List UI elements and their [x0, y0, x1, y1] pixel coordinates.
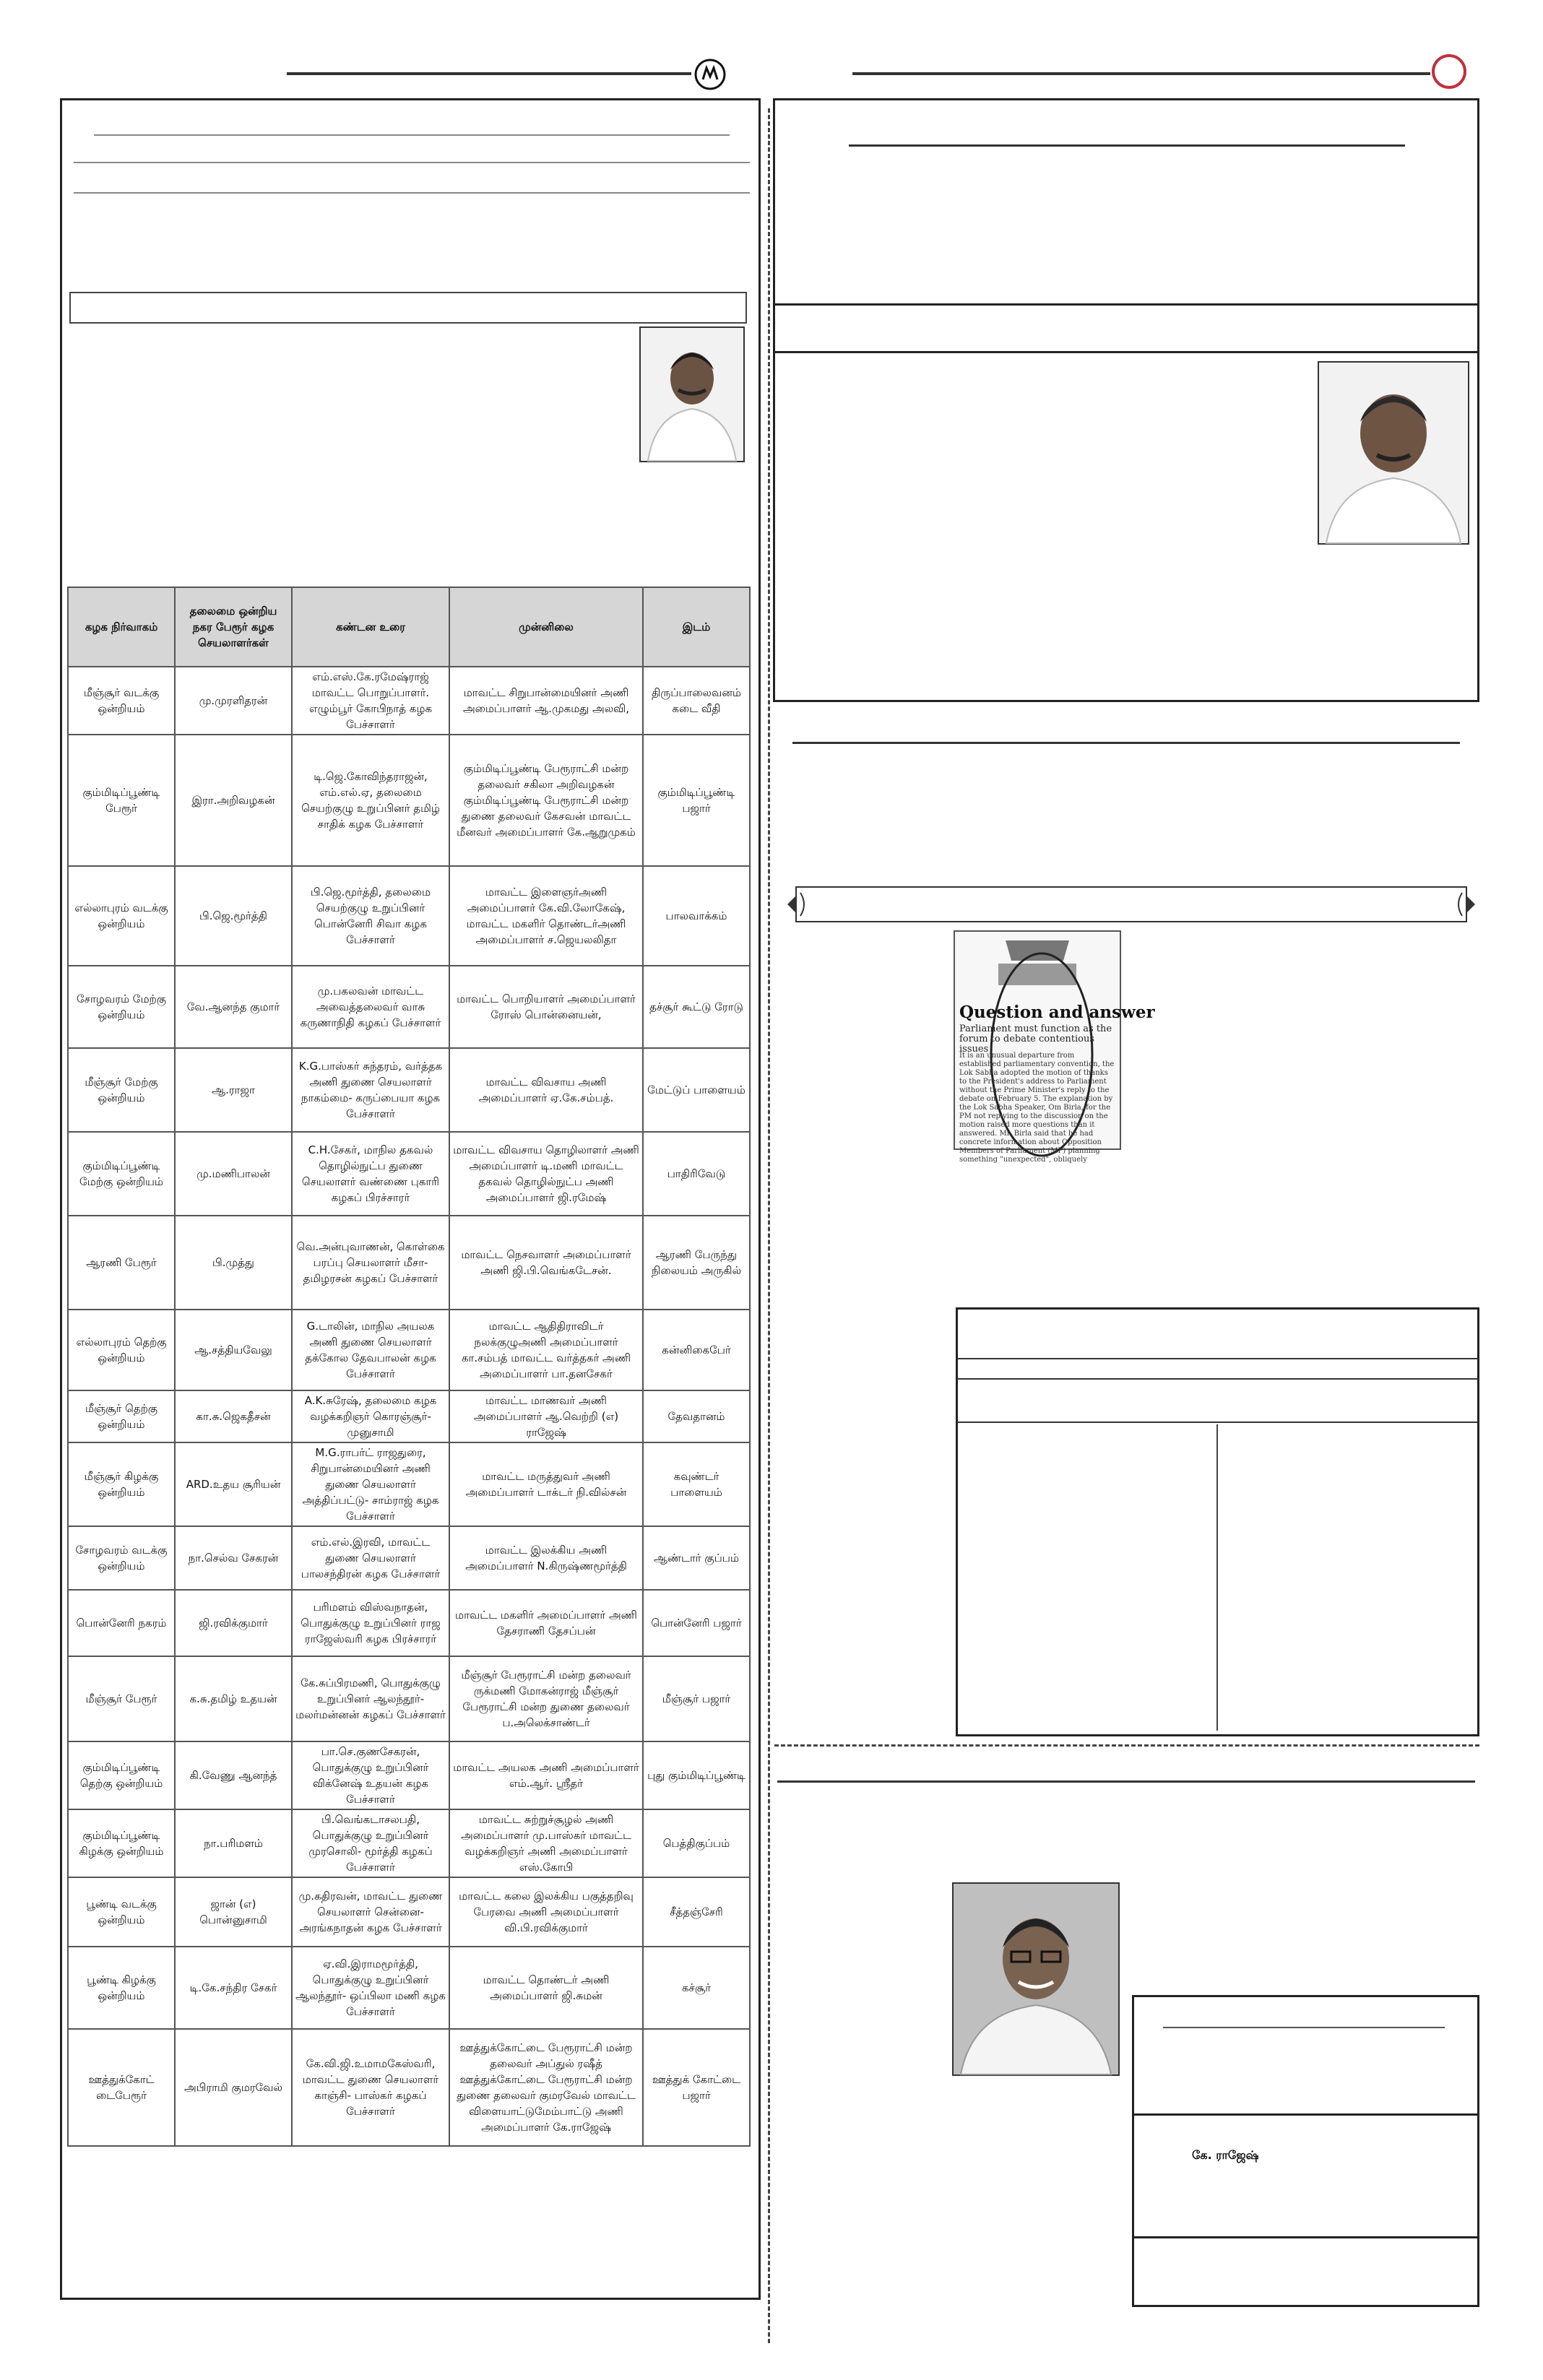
table-cell: புது கும்மிடிப்பூண்டி — [643, 1741, 750, 1809]
signature-frame — [1132, 1995, 1479, 2307]
table-cell: ஊத்துக் கோட்டை பஜார் — [643, 2029, 750, 2146]
table-cell: மாவட்ட விவசாய தொழிலாளர் அணி அமைப்பாளர் டி.மணி மாவட்ட தகவல் தொழில்நுட்ப அணி அமைப்பாளர் ஜி.ரமேஷ் — [449, 1132, 643, 1216]
notice-divider-2 — [957, 1378, 1478, 1380]
table-cell: K.G.பாஸ்கர் சுந்தரம், வர்த்தக அணி துணை செயலாளர் நாகம்மை- கருப்பையா கழக பேச்சாளர் — [292, 1048, 449, 1132]
table-row — [68, 1947, 750, 2029]
signature-divider-1 — [1133, 2113, 1478, 2116]
signature-divider-2 — [1133, 2236, 1478, 2238]
portrait-photo-left — [639, 326, 745, 462]
table-cell: மு.பகலவன் மாவட்ட அவைத்தலைவர் வாசு கருணாநிதி கழகப் பேச்சாளர் — [292, 966, 449, 1048]
table-row — [68, 1741, 750, 1809]
table-row — [68, 1048, 750, 1132]
table-cell: எல்லாபுரம் தெற்கு ஒன்றியம் — [68, 1310, 175, 1390]
table-cell: ஆரணி பேருந்து நிலையம் அருகில் — [643, 1216, 750, 1310]
column-header: தலைமை ஒன்றிய நகர பேரூர் கழக செயலாளர்கள் — [175, 587, 292, 667]
table-cell: பா.செ.குணசேகரன், பொதுக்குழு உறுப்பினர் விக்னேஷ் உதயன் கழக பேச்சாளர் — [292, 1741, 449, 1809]
table-cell: டி.கே.சந்திர சேகர் — [175, 1947, 292, 2029]
table-cell: ARD.உதய சூரியன் — [175, 1442, 292, 1526]
table-cell: மீஞ்சூர் தெற்கு ஒன்றியம் — [68, 1390, 175, 1442]
table-cell: வே.ஆனந்த குமார் — [175, 966, 292, 1048]
table-row — [68, 667, 750, 735]
table-cell: பரிமளம் விஸ்வநாதன், பொதுக்குழு உறுப்பினர் ராஜ ராஜேஸ்வரி கழக பிரச்சாரர் — [292, 1590, 449, 1656]
dashed-section-rule — [774, 1744, 1479, 1747]
table-row — [68, 1310, 750, 1390]
notice-divider-3 — [957, 1421, 1478, 1423]
table-cell: ஆ.ராஜா — [175, 1048, 292, 1132]
notice-divider-1 — [957, 1358, 1478, 1359]
table-cell: C.H.சேகர், மாநில தகவல் தொழில்நுட்ப துணை செயலாளர் வண்ணை புகாரி கழகப் பிரச்சாரர் — [292, 1132, 449, 1216]
table-cell: மாவட்ட ஆதிதிராவிடர் நலக்குழுஅணி அமைப்பாளர் கா.சம்பத் மாவட்ட வர்த்தகர் அணி அமைப்பாளர் பா.தனசேகர் — [449, 1310, 643, 1390]
table-cell: எம்.எல்.இரவி, மாவட்ட துணை செயலாளர் பாலசந்திரன் கழக பேச்சாளர் — [292, 1526, 449, 1590]
table-cell: சோழவரம் மேற்கு ஒன்றியம் — [68, 966, 175, 1048]
table-cell: மீஞ்சூர் வடக்கு ஒன்றியம் — [68, 667, 175, 735]
table-row — [68, 866, 750, 966]
table-cell: பி.ஜெ.மூர்த்தி, தலைமை செயற்குழு உறுப்பினர் பொன்னேரி சிவா கழக பேச்சாளர் — [292, 866, 449, 966]
table-cell: ஜி.ரவிக்குமார் — [175, 1590, 292, 1656]
table-cell: மு.முரளிதரன் — [175, 667, 292, 735]
table-cell: கும்மிடிப்பூண்டி தெற்கு ஒன்றியம் — [68, 1741, 175, 1809]
clipping-headline: Question and answer — [959, 1003, 1155, 1022]
table-cell: ஊத்துக்கோட் டைபேரூர் — [68, 2029, 175, 2146]
table-cell: பூண்டி கிழக்கு ஒன்றியம் — [68, 1947, 175, 2029]
table-cell: மாவட்ட நெசவாளர் அமைப்பாளர் அணி ஜி.பி.வெங்கடேசன். — [449, 1216, 643, 1310]
table-cell: கவுண்டர் பாளையம் — [643, 1442, 750, 1526]
table-cell: பூண்டி வடக்கு ஒன்றியம் — [68, 1877, 175, 1947]
table-cell: திருப்பாலைவனம் கடை வீதி — [643, 667, 750, 735]
table-cell: A.K.சுரேஷ், தலைமை கழக வழக்கறிஞர் கொரஞ்சூர்- முனுசாமி — [292, 1390, 449, 1442]
table-cell: ஆண்டார் குப்பம் — [643, 1526, 750, 1590]
table-row — [68, 1526, 750, 1590]
table-cell: மாவட்ட விவசாய அணி அமைப்பாளர் ஏ.கே.சம்பத். — [449, 1048, 643, 1132]
table-cell: கும்மிடிப்பூண்டி கிழக்கு ஒன்றியம் — [68, 1809, 175, 1877]
table-row — [68, 1656, 750, 1741]
left-heading-rule-3 — [74, 192, 750, 194]
table-row — [68, 2029, 750, 2146]
table-cell: ஏ.வி.இராமமூர்த்தி, பொதுக்குழு உறுப்பினர் ஆலந்தூர்- ஒப்பிலா மணி கழக பேச்சாளர் — [292, 1947, 449, 2029]
table-cell: G.டாலின், மாநில அயலக அணி துணை செயலாளர் தக்கோல தேவபாலன் கழக பேச்சாளர் — [292, 1310, 449, 1390]
column-divider — [768, 108, 770, 2343]
portrait-photo-right — [1318, 361, 1469, 545]
signature-name: கே. ராஜேஷ் — [1192, 2148, 1259, 2162]
table-cell: ஆரணி பேரூர் — [68, 1216, 175, 1310]
table-cell: இரா.அறிவழகன் — [175, 735, 292, 866]
table-cell: தேவதானம் — [643, 1390, 750, 1442]
table-cell: ஊத்துக்கோட்டை பேரூராட்சி மன்ற தலைவர் அப்துல் ரஷீத் ஊத்துக்கோட்டை பேரூராட்சி மன்ற துணை தலைவர் குமரவேல் மாவட்ட விளையாட்டுமேம்பாட்டு அணி அமைப்பாளர் கே.ராஜேஷ் — [449, 2029, 643, 2146]
table-cell: கச்சூர் — [643, 1947, 750, 2029]
table-cell: மீஞ்சூர் கிழக்கு ஒன்றியம் — [68, 1442, 175, 1526]
table-cell: வெ.அன்புவாணன், கொள்கை பரப்பு செயலாளர் மீசா- தமிழரசன் கழகப் பேச்சாளர் — [292, 1216, 449, 1310]
masthead-rule-right — [852, 72, 1430, 75]
program-table — [67, 587, 751, 2147]
table-row — [68, 1442, 750, 1526]
left-subheading-box — [69, 292, 747, 324]
table-cell: கும்மிடிப்பூண்டி பேரூர் — [68, 735, 175, 866]
clipping-subhead: Parliament must function as the forum to debate contentious issues — [959, 1024, 1112, 1055]
right-box-divider-2 — [774, 351, 1478, 353]
column-header: முன்னிலை — [449, 587, 643, 667]
table-cell: கும்மிடிப்பூண்டி மேற்கு ஒன்றியம் — [68, 1132, 175, 1216]
column-header: கண்டன உரை — [292, 587, 449, 667]
table-cell: மாவட்ட மகளிர் அமைப்பாளர் அணி தேசராணி தேசப்பன் — [449, 1590, 643, 1656]
clipping-body: It is an unusual departure from established parliamentary convention, the Lok Sabha adopted the motion of thanks to the President's address to Parliament without the Prime Minister's reply to the debate on February 5. The explanation by the Lok Sabha Speaker, Om Birla, for the PM not replying to the discussion on the motion raised more questions than it answered. Mr. Birla said that he had concrete information about Opposition Members of Parliament (MP) planning something "unexpected", obliquely — [959, 1052, 1115, 1164]
table-cell: பாலவாக்கம் — [643, 866, 750, 966]
table-cell: மு.கதிரவன், மாவட்ட துணை செயலாளர் சென்னை- அரங்கநாதன் கழக பேச்சாளர் — [292, 1877, 449, 1947]
table-cell: தச்சூர் கூட்டு ரோடு — [643, 966, 750, 1048]
right-heading-rule — [849, 144, 1405, 147]
table-cell: மாவட்ட பொறியாளர் அமைப்பாளர் ரோஸ் பொன்னையன், — [449, 966, 643, 1048]
table-cell: பொன்னேரி நகரம் — [68, 1590, 175, 1656]
table-cell: மாவட்ட மாணவர் அணி அமைப்பாளர் ஆ.வெற்றி (எ) ராஜேஷ் — [449, 1390, 643, 1442]
table-cell: கும்மிடிப்பூண்டி பேரூராட்சி மன்ற தலைவர் சகிலா அறிவழகன் கும்மிடிப்பூண்டி பேரூராட்சி மன்ற துணை தலைவர் கேசவன் மாவட்ட மீனவர் அமைப்பாளர் கே.ஆறுமுகம் — [449, 735, 643, 866]
circle-page-icon — [1431, 53, 1467, 90]
notice-column-divider — [1216, 1424, 1218, 1731]
table-cell: மாவட்ட மருத்துவர் அணி அமைப்பாளர் டாக்டர் நி.வில்சன் — [449, 1442, 643, 1526]
table-cell: எல்லாபுரம் வடக்கு ஒன்றியம் — [68, 866, 175, 966]
table-cell: கே.சுப்பிரமணி, பொதுக்குழு உறுப்பினர் ஆலந்தூர்- மலர்மன்னன் கழகப் பேச்சாளர் — [292, 1656, 449, 1741]
left-heading-rule-1 — [94, 134, 730, 136]
right-box-divider-1 — [774, 303, 1478, 306]
table-cell: மீஞ்சூர் பஜார் — [643, 1656, 750, 1741]
table-cell: டி.ஜெ.கோவிந்தராஜன், எம்.எல்.ஏ, தலைமை செயற்குழு உறுப்பினர் தமிழ் சாதிக் கழக பேச்சாளர் — [292, 735, 449, 866]
table-cell: ஆ.சத்தியவேலு — [175, 1310, 292, 1390]
table-cell: மேட்டுப் பாளையம் — [643, 1048, 750, 1132]
table-cell: பி.ஜெ.மூர்த்தி — [175, 866, 292, 966]
table-cell: பி.முத்து — [175, 1216, 292, 1310]
table-cell: மாவட்ட கலை இலக்கிய பகுத்தறிவு பேரவை அணி அமைப்பாளர் வி.பி.ரவிக்குமார் — [449, 1877, 643, 1947]
table-cell: ஜான் (எ) பொன்னுசாமி — [175, 1877, 292, 1947]
table-cell: மாவட்ட தொண்டர் அணி அமைப்பாளர் ஜி.சுமன் — [449, 1947, 643, 2029]
table-cell: கும்மிடிப்பூண்டி பஜார் — [643, 735, 750, 866]
table-cell: கே.வி.ஜி.உமாமகேஸ்வரி, மாவட்ட துணை செயலாளர் காஞ்சி- பாஸ்கர் கழகப் பேச்சாளர் — [292, 2029, 449, 2146]
table-row — [68, 735, 750, 866]
table-row — [68, 1877, 750, 1947]
left-heading-rule-2 — [74, 162, 750, 163]
masthead-rule-left — [287, 72, 691, 75]
table-header-row — [68, 587, 750, 667]
table-cell: பாதிரிவேடு — [643, 1132, 750, 1216]
table-cell: கா.சு.ஜெகதீசன் — [175, 1390, 292, 1442]
table-cell: க.சு.தமிழ் உதயன் — [175, 1656, 292, 1741]
table-cell: மாவட்ட இளைஞர்அணி அமைப்பாளர் கே.வி.லோகேஷ், மாவட்ட மகளிர் தொண்டர்அணி அமைப்பாளர் ச.ஜெயலலிதா — [449, 866, 643, 966]
lower-section-rule — [777, 1780, 1475, 1783]
table-cell: சீத்தஞ்சேரி — [643, 1877, 750, 1947]
right-section-rule — [792, 742, 1460, 744]
table-cell: கி.வேணு ஆனந்த் — [175, 1741, 292, 1809]
table-cell: அபிராமி குமரவேல் — [175, 2029, 292, 2146]
table-cell: மீஞ்சூர் மேற்கு ஒன்றியம் — [68, 1048, 175, 1132]
table-cell: நா.செல்வ சேகரன் — [175, 1526, 292, 1590]
column-header: இடம் — [643, 587, 750, 667]
table-cell: மீஞ்சூர் பேரூர் — [68, 1656, 175, 1741]
table-cell: கன்னிகைபேர் — [643, 1310, 750, 1390]
column-header: கழக நிர்வாகம் — [68, 587, 175, 667]
table-cell: பெத்திகுப்பம் — [643, 1809, 750, 1877]
signature-rule-top — [1163, 2027, 1445, 2028]
table-cell: மு.மணிபாலன் — [175, 1132, 292, 1216]
table-row — [68, 1809, 750, 1877]
table-cell: மாவட்ட அயலக அணி அமைப்பாளர் எம்.ஆர். ஸ்ரீதர் — [449, 1741, 643, 1809]
table-row — [68, 1590, 750, 1656]
decorative-banner — [786, 883, 1477, 926]
table-cell: மாவட்ட சுற்றுச்சூழல் அணி அமைப்பாளர் மு.பாஸ்கர் மாவட்ட வழக்கறிஞர் அணி அமைப்பாளர் எஸ்.கோபி — [449, 1809, 643, 1877]
table-cell: பி.வெங்கடாசலபதி, பொதுக்குழு உறுப்பினர் முரசொலி- மூர்த்தி கழகப் பேச்சாளர் — [292, 1809, 449, 1877]
table-cell: நா.பரிமளம் — [175, 1809, 292, 1877]
table-row — [68, 1132, 750, 1216]
table-row — [68, 966, 750, 1048]
table-cell: மாவட்ட சிறுபான்மையினர் அணி அமைப்பாளர் ஆ.முகமது அலவி, — [449, 667, 643, 735]
emblem-icon — [693, 58, 727, 91]
table-cell: பொன்னேரி பஜார் — [643, 1590, 750, 1656]
table-cell: மாவட்ட இலக்கிய அணி அமைப்பாளர் N.கிருஷ்ணமூர்த்தி — [449, 1526, 643, 1590]
table-cell: மீஞ்சூர் பேரூராட்சி மன்ற தலைவர் ருக்மணி மோகன்ராஜ் மீஞ்சூர் பேரூராட்சி மன்ற துணை தலைவர் ப.அலெக்சாண்டர் — [449, 1656, 643, 1741]
table-row — [68, 1216, 750, 1310]
newspaper-clipping — [954, 930, 1155, 1164]
table-cell: M.G.ராபர்ட் ராஜதுரை, சிறுபான்மையினர் அணி துணை செயலாளர் அத்திப்பட்டு- சாம்ராஜ் கழக பேச்சாளர் — [292, 1442, 449, 1526]
table-cell: சோழவரம் வடக்கு ஒன்றியம் — [68, 1526, 175, 1590]
portrait-photo-lower — [952, 1882, 1120, 2076]
table-row — [68, 1390, 750, 1442]
table-cell: எம்.எஸ்.கே.ரமேஷ்ராஜ் மாவட்ட பொறுப்பாளர். எழும்பூர் கோபிநாத் கழக பேச்சாளர் — [292, 667, 449, 735]
